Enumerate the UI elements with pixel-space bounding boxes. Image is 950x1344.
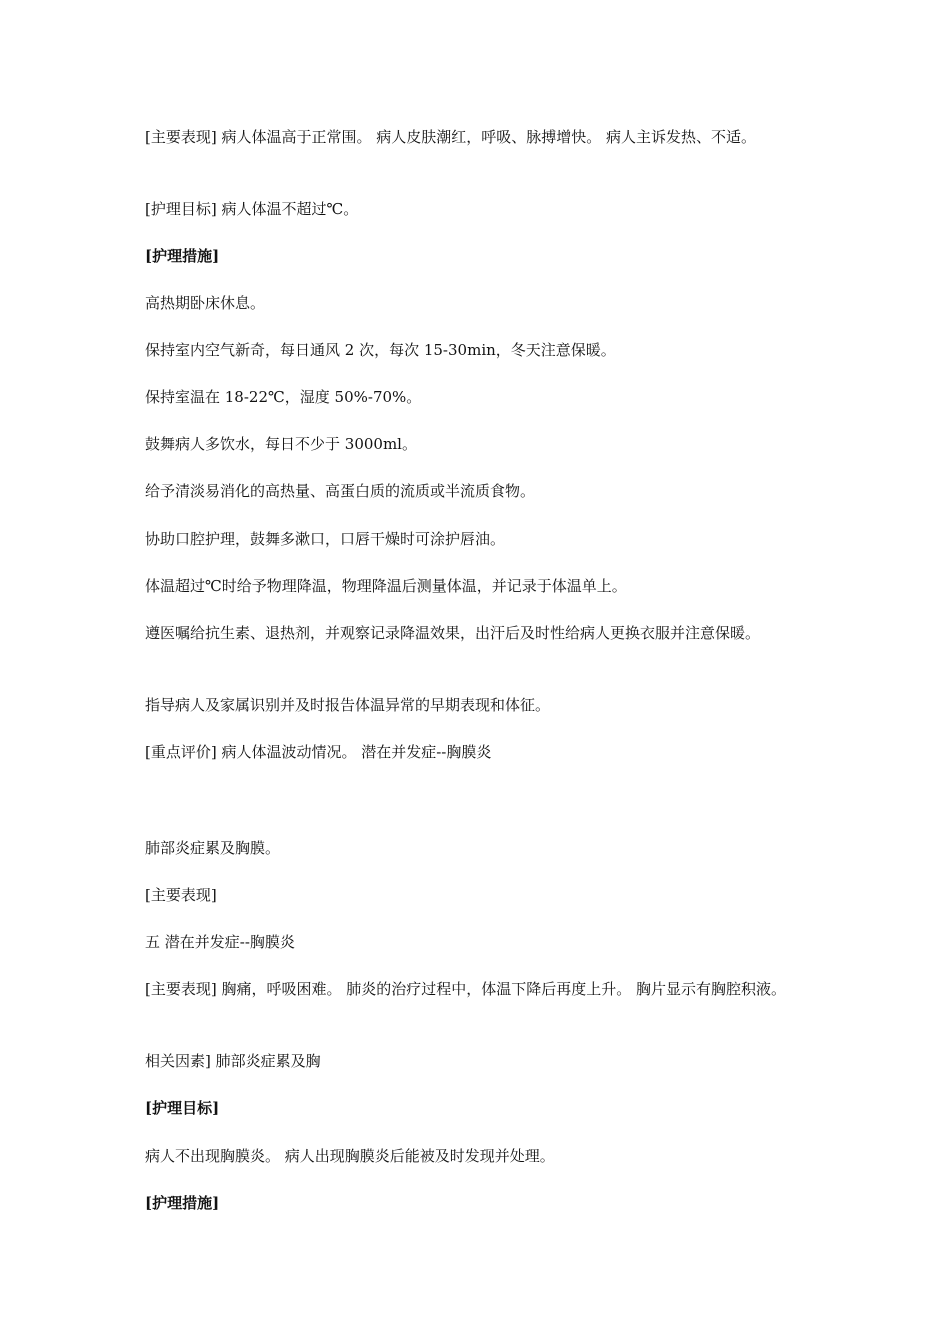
symptoms-paragraph: [主要表现] 病人体温高于正常围。 病人皮肤潮红，呼吸、脉搏增快。 病人主诉发热、不适。	[145, 128, 757, 146]
measure-medication: 遵医嘱给抗生素、退热剂，并观察记录降温效果，出汗后及时性给病人更换衣服并注意保暖。	[145, 624, 761, 642]
nursing-goal-paragraph: [护理目标] 病人体温不超过℃。	[145, 200, 359, 218]
pleurisy-symptoms-paragraph: [主要表现] 胸痛，呼吸困难。 肺炎的治疗过程中，体温下降后再度上升。 胸片显示有胸腔积液。	[145, 980, 787, 998]
symptoms-heading: [主要表现]	[145, 886, 217, 904]
measure-oral-care: 协助口腔护理，鼓舞多漱口，口唇干燥时可涂护唇油。	[145, 530, 506, 548]
nursing-measures-heading: [护理措施]	[145, 247, 220, 265]
evaluation-paragraph: [重点评价] 病人体温波动情况。 潜在并发症--胸膜炎	[145, 743, 492, 761]
measure-patient-education: 指导病人及家属识别并及时报告体温异常的早期表现和体征。	[145, 696, 551, 714]
pleurisy-cause-paragraph: 肺部炎症累及胸膜。	[145, 839, 281, 857]
nursing-measures-heading-2: [护理措施]	[145, 1194, 220, 1212]
measure-room-temperature: 保持室温在 18-22℃，湿度 50%-70%。	[145, 388, 422, 406]
measure-ventilation: 保持室内空气新奇，每日通风 2 次，每次 15-30min，冬天注意保暖。	[145, 341, 616, 359]
related-factors-paragraph: 相关因素] 肺部炎症累及胸	[145, 1052, 321, 1070]
measure-bed-rest: 高热期卧床休息。	[145, 294, 266, 312]
section-five-heading: 五 潜在并发症--胸膜炎	[145, 933, 295, 951]
measure-physical-cooling: 体温超过℃时给予物理降温，物理降温后测量体温，并记录于体温单上。	[145, 577, 627, 595]
measure-diet: 给予清淡易消化的高热量、高蛋白质的流质或半流质食物。	[145, 482, 536, 500]
nursing-goal-heading: [护理目标]	[145, 1099, 220, 1117]
measure-drink-water: 鼓舞病人多饮水，每日不少于 3000ml。	[145, 435, 417, 453]
pleurisy-goal-paragraph: 病人不出现胸膜炎。 病人出现胸膜炎后能被及时发现并处理。	[145, 1147, 555, 1165]
